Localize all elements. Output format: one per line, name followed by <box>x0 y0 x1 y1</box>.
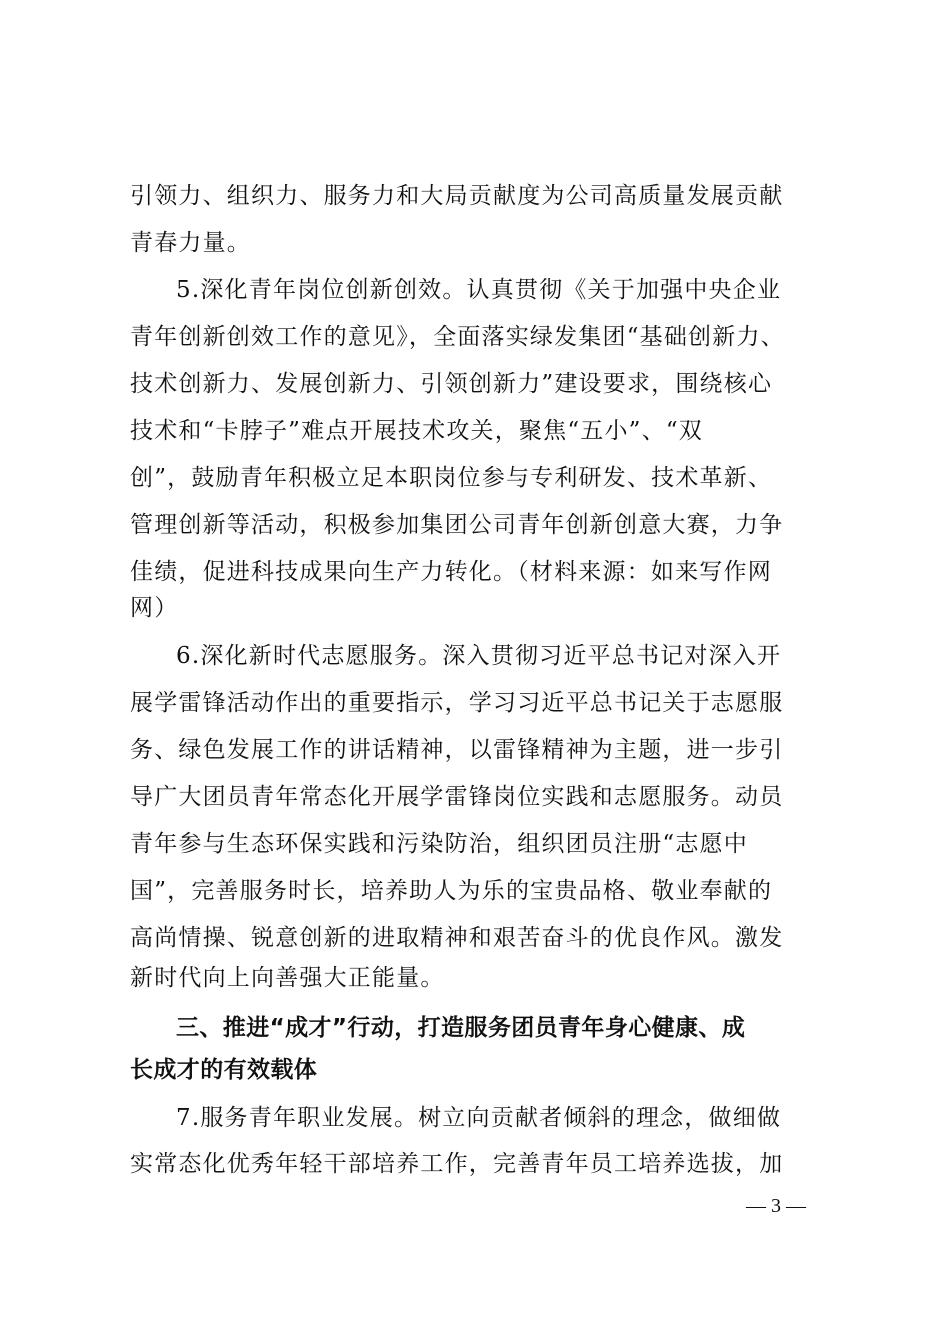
text-line: 技术创新力、发展创新力、引领创新力”建设要求，围绕核心 <box>130 371 773 397</box>
text-line: 实常态化优秀年轻干部培养工作，完善青年员工培养选拔，加 <box>130 1151 784 1177</box>
section-heading: 三、推进“成才”行动，打造服务团员青年身心健康、成 <box>176 1015 746 1041</box>
text-line: 创”，鼓励青年积极立足本职岗位参与专利研发、技术革新、 <box>130 465 773 491</box>
paragraph-5-start: 5.深化青年岗位创新创效。认真贯彻《关于加强中央企业 <box>176 277 782 303</box>
paragraph-7-start: 7.服务青年职业发展。树立向贡献者倾斜的理念，做细做 <box>176 1105 782 1131</box>
text-line: 新时代向上向善强大正能量。 <box>130 965 445 991</box>
text-line: 网） <box>130 595 179 621</box>
section-heading-continued: 长成才的有效载体 <box>130 1057 318 1083</box>
text-line: 技术和“卡脖子”难点开展技术攻关，聚焦“五小”、“双 <box>130 418 703 444</box>
text-line: 高尚情操、锐意创新的进取精神和艰苦奋斗的优良作风。激发 <box>130 925 784 951</box>
text-line: 展学雷锋活动作出的重要指示，学习习近平总书记关于志愿服 <box>130 690 784 716</box>
paragraph-6-start: 6.深化新时代志愿服务。深入贯彻习近平总书记对深入开 <box>176 643 782 669</box>
text-line: 青春力量。 <box>130 230 251 256</box>
text-line: 管理创新等活动，积极参加集团公司青年创新创意大赛，力争 <box>130 512 784 538</box>
text-line: 佳绩，促进科技成果向生产力转化。（材料来源：如来写作网 <box>130 559 772 585</box>
text-line: 国”，完善服务时长，培养助人为乐的宝贵品格、敬业奉献的 <box>130 878 773 904</box>
text-line: 导广大团员青年常态化开展学雷锋岗位实践和志愿服务。动员 <box>130 784 784 810</box>
text-line: 引领力、组织力、服务力和大局贡献度为公司高质量发展贡献 <box>130 183 784 209</box>
page-number: — 3 — <box>746 1195 806 1217</box>
text-line: 务、绿色发展工作的讲话精神，以雷锋精神为主题，进一步引 <box>130 737 784 763</box>
text-line: 青年创新创效工作的意见》，全面落实绿发集团“基础创新力、 <box>130 324 785 350</box>
text-line: 青年参与生态环保实践和污染防治，组织团员注册“志愿中 <box>130 831 748 857</box>
